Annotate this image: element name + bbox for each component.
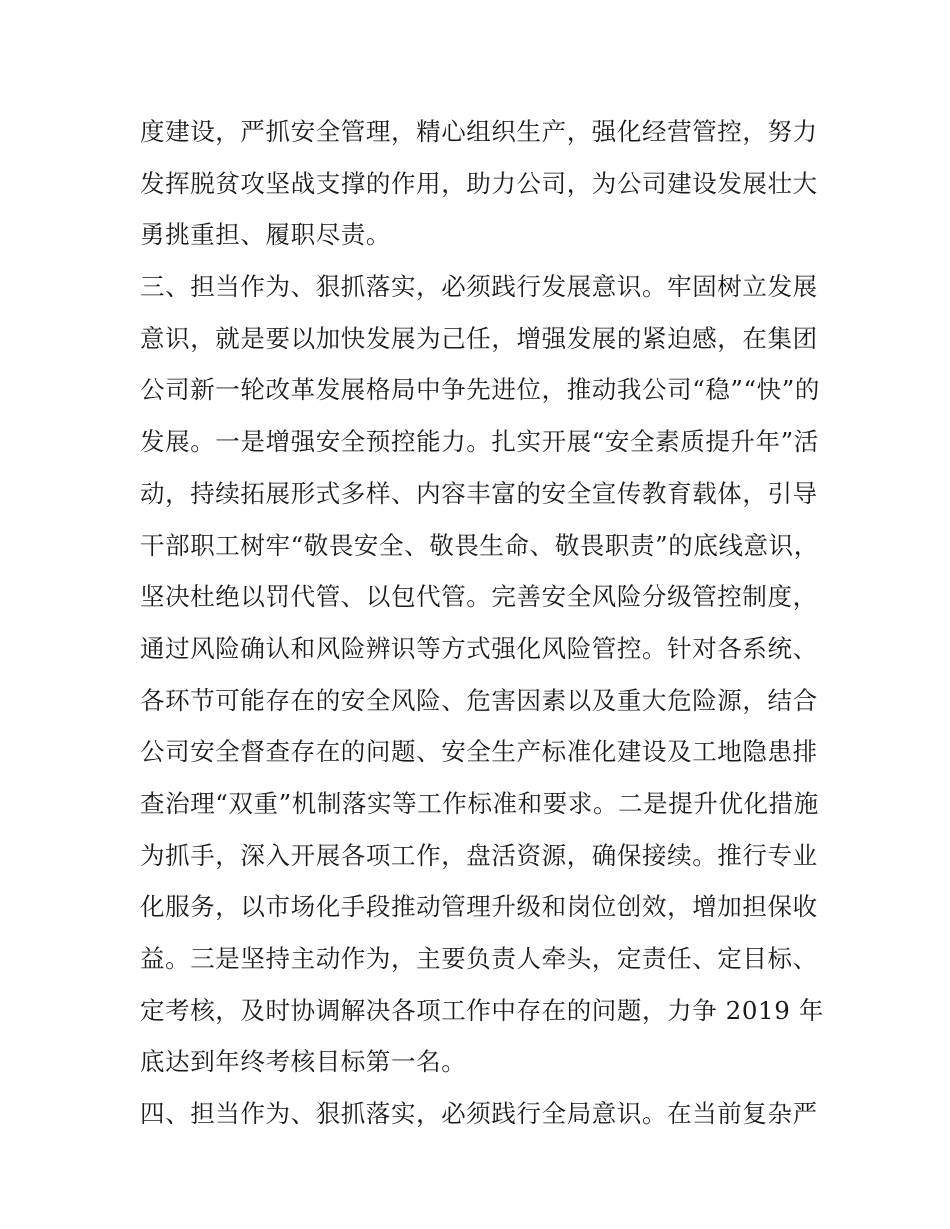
paragraph-section-four bbox=[140, 1088, 820, 1140]
text-line: 坚决杜绝以罚代管、以包代管。完善安全风险分级管控制度， bbox=[140, 582, 818, 612]
text-line: 度建设，严抓安全管理，精心组织生产，强化经营管控，努力 bbox=[140, 117, 818, 146]
paragraph-continuation bbox=[140, 106, 820, 261]
text-line: 干部职工树牢“敬畏安全、敬畏生命、敬畏职责”的底线意识， bbox=[140, 530, 819, 560]
text-line: 为抓手，深入开展各项工作，盘活资源，确保接续。推行专业 bbox=[140, 840, 818, 870]
text-line: 三、担当作为、狠抓落实，必须践行发展意识。牢固树立发展 bbox=[140, 272, 818, 302]
paragraph-section-three bbox=[140, 261, 824, 1088]
text-line: 意识，就是要以加快发展为己任，增强发展的紧迫感，在集团 bbox=[140, 323, 818, 353]
text-line: 勇挑重担、履职尽责。 bbox=[140, 220, 391, 250]
text-line: 发挥脱贫攻坚战支撑的作用，助力公司，为公司建设发展壮大 bbox=[140, 168, 818, 198]
document-body bbox=[140, 106, 824, 1140]
text-line: 发展。一是增强安全预控能力。扎实开展“安全素质提升年”活 bbox=[140, 427, 819, 457]
text-line: 通过风险确认和风险辨识等方式强化风险管控。针对各系统、 bbox=[140, 633, 818, 663]
text-line: 底达到年终考核目标第一名。 bbox=[140, 1047, 467, 1077]
text-line: 化服务，以市场化手段推动管理升级和岗位创效，增加担保收 bbox=[140, 892, 818, 922]
text-line: 查治理“双重”机制落实等工作标准和要求。二是提升优化措施 bbox=[140, 788, 819, 818]
text-line: 动，持续拓展形式多样、内容丰富的安全宣传教育载体，引导 bbox=[140, 478, 818, 508]
text-line: 公司安全督查存在的问题、安全生产标准化建设及工地隐患排 bbox=[140, 737, 818, 767]
text-line: 四、担当作为、狠抓落实，必须践行全局意识。在当前复杂严 bbox=[140, 1099, 818, 1129]
text-line: 公司新一轮改革发展格局中争先进位，推动我公司“稳”“快”的 bbox=[140, 375, 820, 405]
text-line: 定考核，及时协调解决各项工作中存在的问题，力争 2019 年 bbox=[140, 995, 824, 1025]
text-line: 各环节可能存在的安全风险、危害因素以及重大危险源，结合 bbox=[140, 685, 818, 715]
text-line: 益。三是坚持主动作为，主要负责人牵头，定责任、定目标、 bbox=[140, 944, 818, 973]
